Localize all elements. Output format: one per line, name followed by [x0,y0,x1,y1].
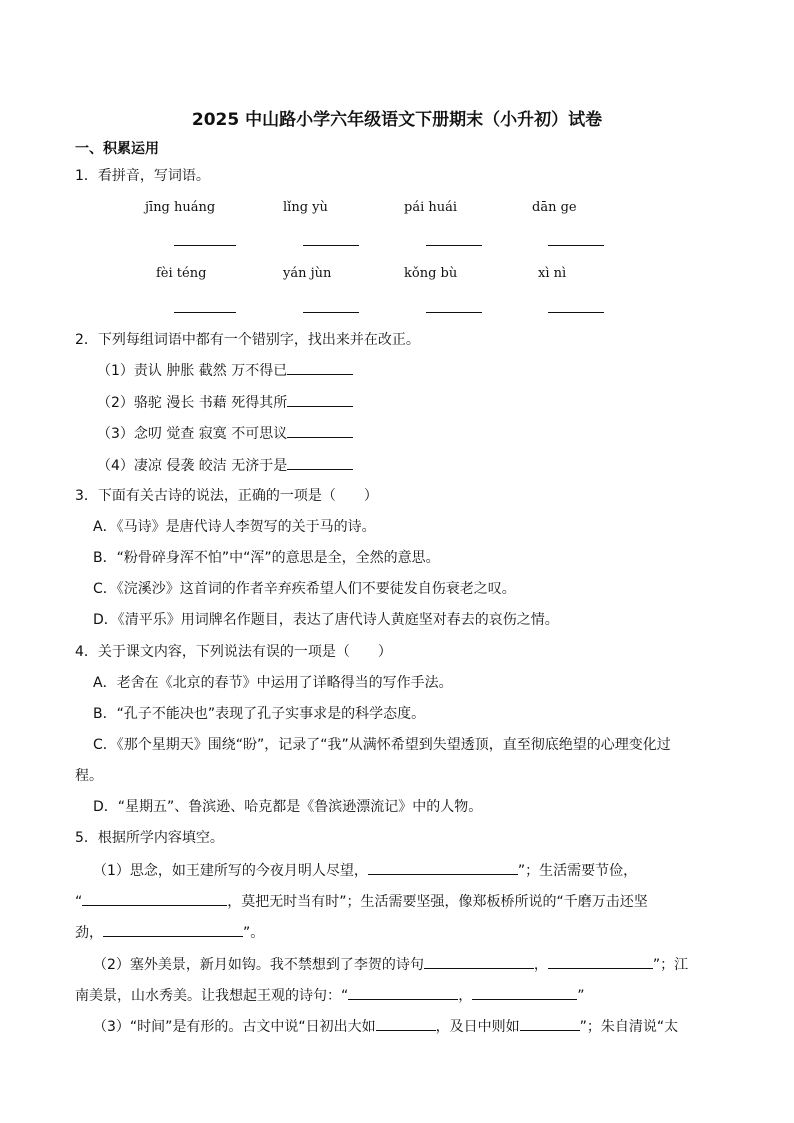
answer-blank[interactable] [376,1016,436,1031]
question-4-stem: 4．关于课文内容，下列说法有误的一项是（ ） [75,644,392,660]
answer-blank[interactable] [103,922,243,937]
pinyin: xì nì [538,266,567,281]
answer-blank[interactable] [348,985,458,1000]
question-2-stem: 2．下列每组词语中都有一个错别字，找出来并在改正。 [75,332,420,348]
q5-line: （2）塞外美景，新月如钩。我不禁想到了李贺的诗句 ， ”；江 [93,954,688,975]
pinyin: yán jùn [283,266,332,281]
question-2-item: （4）凄凉 侵袭 皎洁 无济于是 [97,455,353,476]
pinyin: kǒng bù [404,266,458,281]
pinyin: lǐng yù [283,200,328,215]
pinyin: fèi téng [156,266,207,281]
answer-blank[interactable] [548,312,604,313]
answer-blank[interactable] [426,245,482,246]
answer-blank[interactable] [368,860,518,875]
question-3-stem: 3．下面有关古诗的说法，正确的一项是（ ） [75,488,378,504]
answer-blank[interactable] [287,392,353,407]
pinyin: jīng huáng [145,200,216,215]
option-c[interactable]: C．《那个星期天》围绕“盼”，记录了“我”从满怀希望到失望透顶，直至彻底绝望的心理变化过 [93,737,671,753]
section-heading: 一、积累运用 [75,141,159,157]
pinyin: dān ge [532,200,577,215]
question-2-item: （2）骆驼 漫长 书藉 死得其所 [97,392,353,413]
question-2-item: （3）念叨 觉查 寂寞 不可思议 [97,423,353,444]
option-c-continued: 程。 [75,768,103,784]
option-b[interactable]: B．“孔子不能决也”表现了孔子实事求是的科学态度。 [93,706,426,722]
answer-blank[interactable] [426,312,482,313]
answer-blank[interactable] [472,985,577,1000]
answer-blank[interactable] [174,245,236,246]
option-a[interactable]: A．老舍在《北京的春节》中运用了详略得当的写作手法。 [93,675,453,691]
answer-blank[interactable] [548,245,604,246]
answer-blank[interactable] [303,312,359,313]
question-2-item: （1）责认 肿胀 截然 万不得已 [97,360,353,381]
option-d[interactable]: D．《清平乐》用词牌名作题目，表达了唐代诗人黄庭坚对春去的哀伤之情。 [93,612,559,628]
answer-blank[interactable] [548,954,653,969]
option-b[interactable]: B．“粉骨碎身浑不怕”中“浑”的意思是全，全然的意思。 [93,550,440,566]
answer-blank[interactable] [287,455,353,470]
q5-line: （1）思念，如王建所写的今夜月明人尽望， ”；生活需要节俭， [93,860,637,881]
answer-blank[interactable] [520,1016,580,1031]
answer-blank[interactable] [287,423,353,438]
answer-blank[interactable] [174,312,236,313]
q5-line: 南美景，山水秀美。让我想起王观的诗句：“ ， ” [75,985,585,1006]
q5-line: 劲， ”。 [75,922,264,943]
answer-blank[interactable] [82,891,227,906]
question-5-stem: 5．根据所学内容填空。 [75,830,224,846]
answer-blank[interactable] [424,954,534,969]
q5-line: “ ，莫把无时当有时”；生活需要坚强，像郑板桥所说的“千磨万击还坚 [75,891,648,912]
answer-blank[interactable] [287,360,353,375]
option-a[interactable]: A．《马诗》是唐代诗人李贺写的关于马的诗。 [93,519,376,535]
pinyin: pái huái [404,200,458,215]
question-1-stem: 1．看拼音，写词语。 [75,168,210,184]
option-c[interactable]: C．《浣溪沙》这首词的作者辛弃疾希望人们不要徒发自伤衰老之叹。 [93,581,516,597]
option-d[interactable]: D．“星期五”、鲁滨逊、哈克都是《鲁滨逊漂流记》中的人物。 [93,799,483,815]
page-title: 2025 中山路小学六年级语文下册期末（小升初）试卷 [191,110,603,130]
answer-blank[interactable] [303,245,359,246]
q5-line: （3）“时间”是有形的。古文中说“日初出大如 ，及日中则如 ”；朱自清说“太 [93,1016,678,1037]
